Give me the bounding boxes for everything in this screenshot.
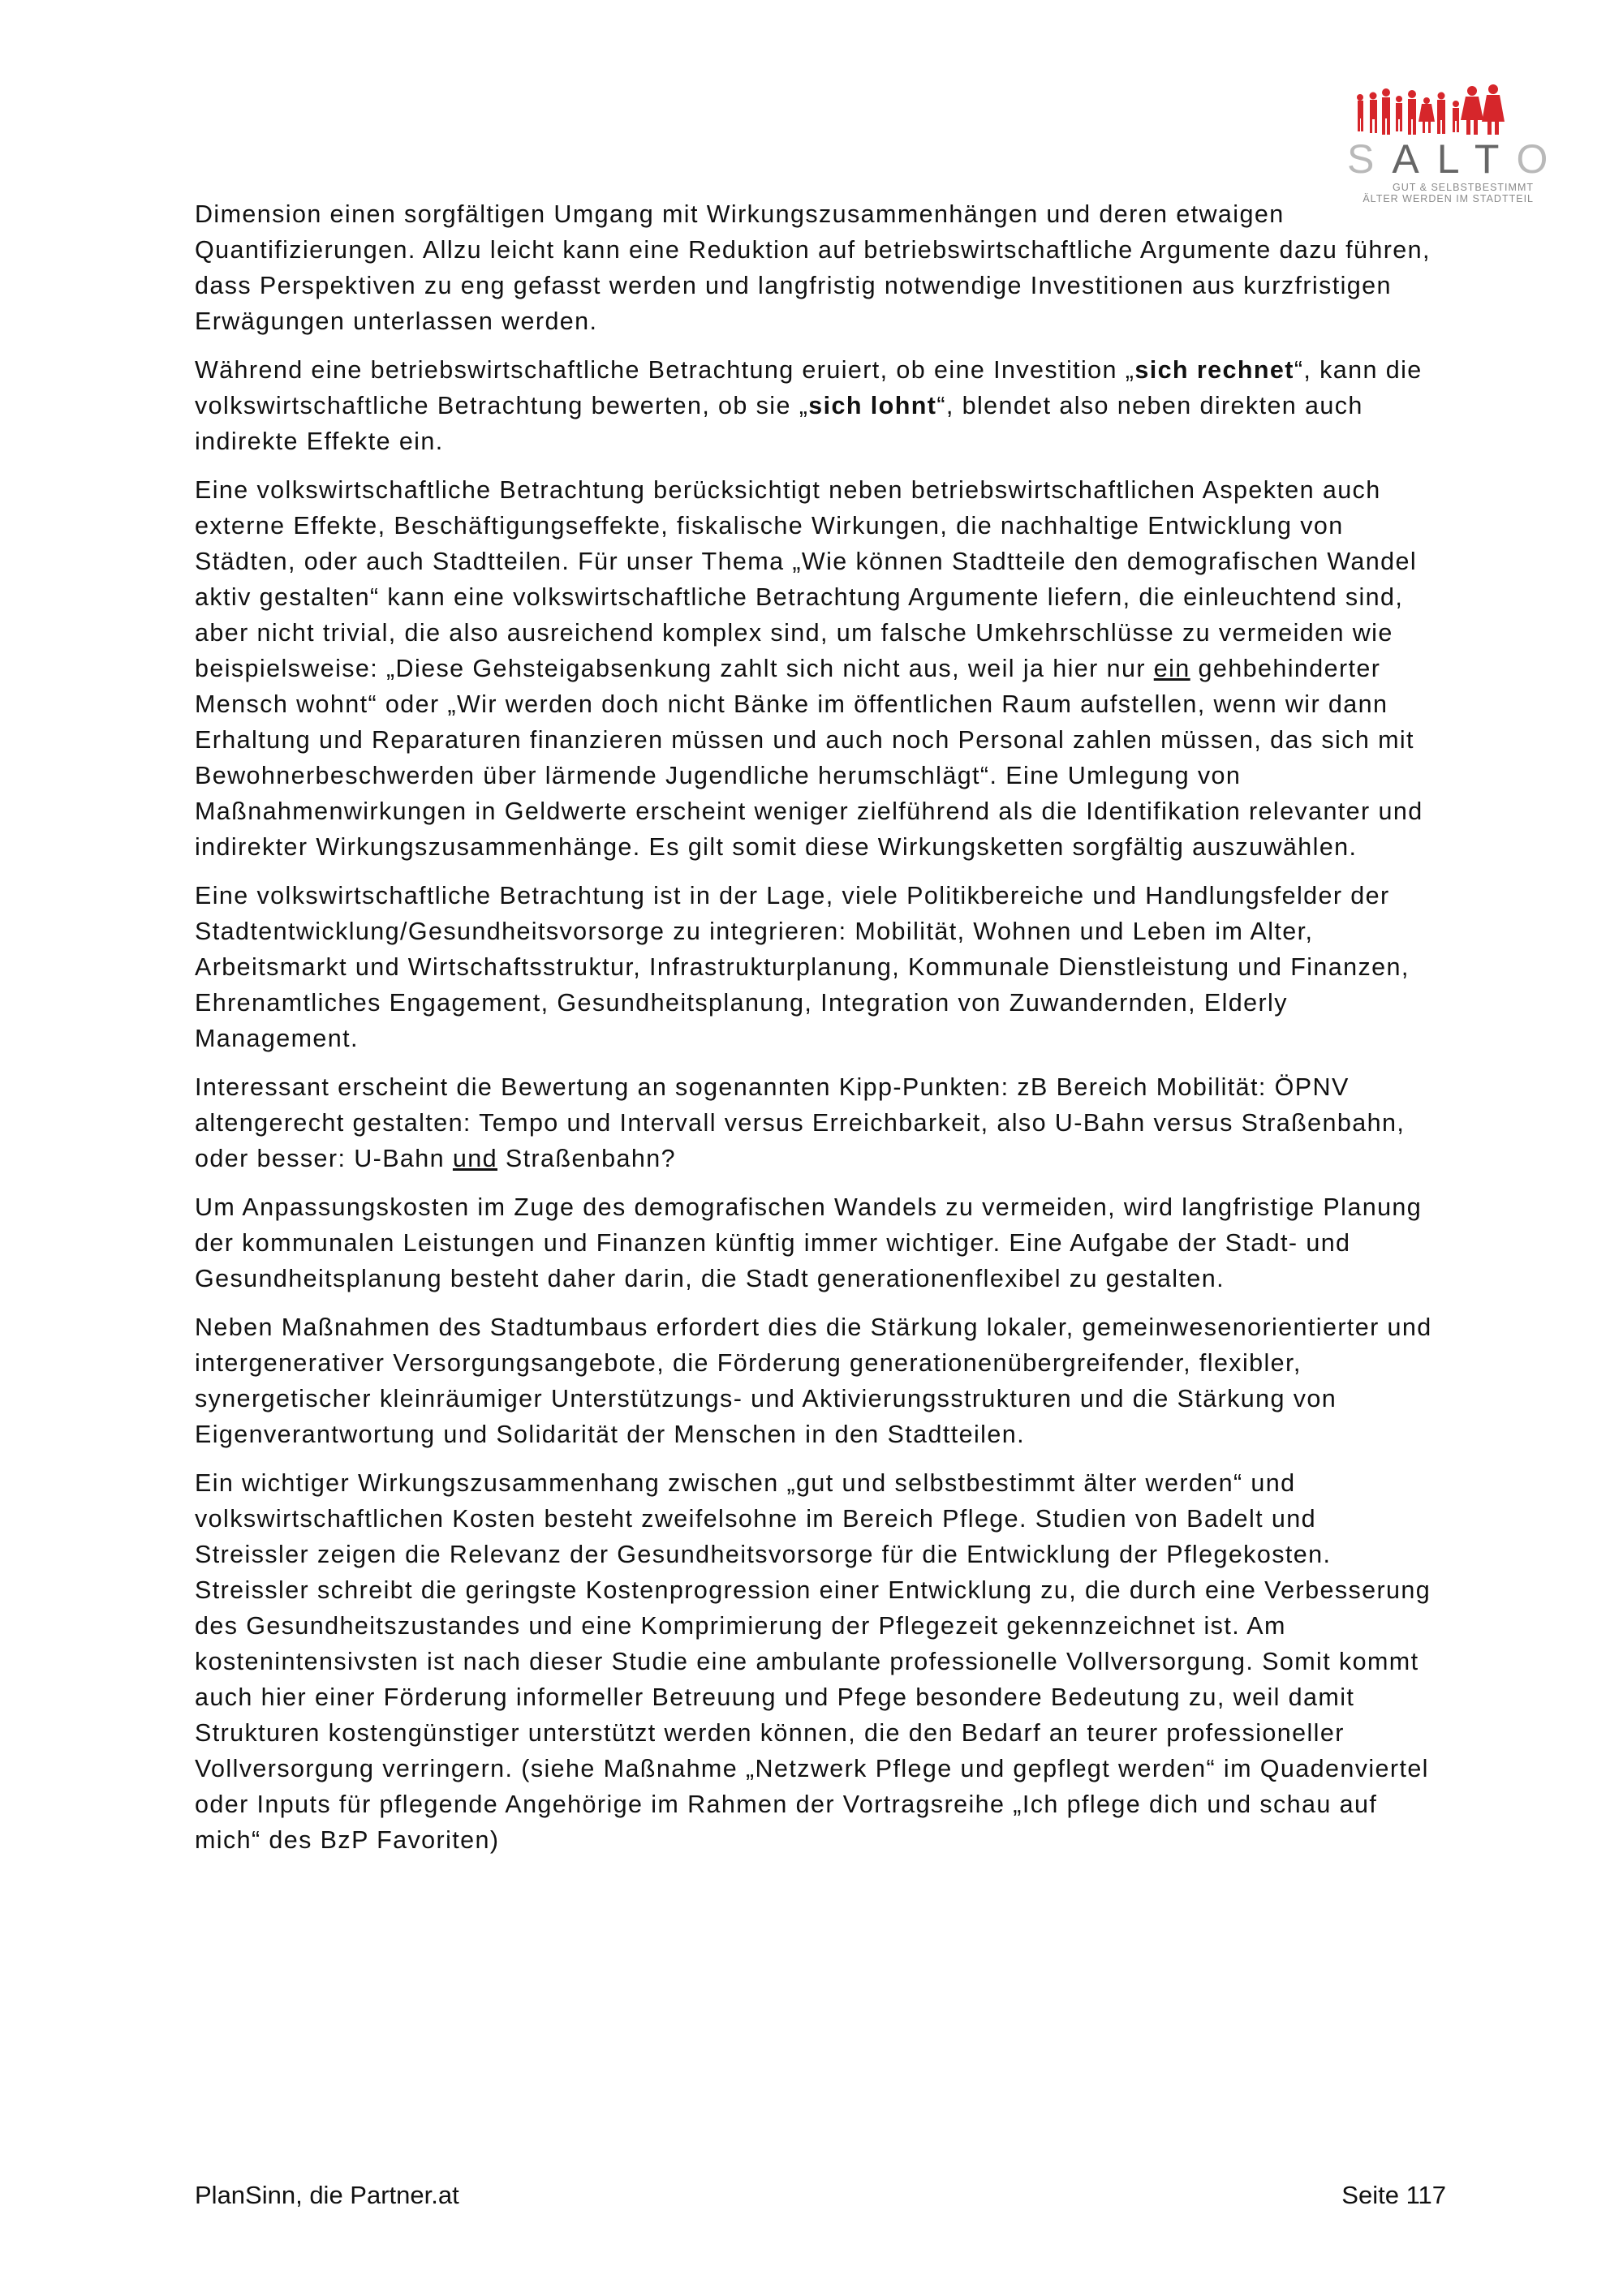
p2-bold-sich-lohnt: sich lohnt xyxy=(808,392,937,419)
logo-letter-a: A xyxy=(1392,136,1437,182)
paragraph-4: Eine volkswirtschaftliche Betrachtung ist in der Lage, viele Politikbereiche und Handlungsfelder der Stadtentwicklung/Gesundheitsvorsorge zu integrieren: Mobilität, Wohnen und Leben im Alter, Arbeitsmarkt und Wirtschaftsstruktur, Infrastrukturplanung, Kommunale Dienstleistung und Finanzen, Ehrenamtliches Engagement, Gesundheitsplanung, Integration von Zuwandernden, Elderly Management. xyxy=(195,882,1410,1052)
page-body xyxy=(195,196,1436,1871)
paragraph-3 xyxy=(195,472,1436,865)
p3-text-a: Eine volkswirtschaftliche Betrachtung berücksichtigt neben betriebswirtschaftlichen Aspekten auch externe Effekte, Beschäftigungseffekte, fiskalische Wirkungen, die nachhaltige Entwicklung von Städten, oder auch Stadtteilen. Für unser Thema „Wie können Stadtteile den demografischen Wandel aktiv gestalten“ kann eine volkswirtschaftliche Betrachtung Argumente liefern, die einleuchtend sind, aber nicht trivial, die also ausreichend komplex sind, um falsche Umkehrschlüsse zu vermeiden wie beispielsweise: „Diese Gehsteigabsenkung zahlt sich nicht aus, weil ja hier nur xyxy=(195,476,1418,682)
salto-logo xyxy=(1339,73,1566,204)
p5-underlined-und: und xyxy=(452,1145,497,1172)
logo-letter-t: T xyxy=(1474,136,1517,182)
footer-publisher: PlanSinn, die Partner.at xyxy=(195,2181,459,2209)
paragraph-5 xyxy=(195,1069,1436,1176)
p3-underlined-ein: ein xyxy=(1153,655,1190,682)
p2-text-d: “, blendet also neben direkten auch indirekte Effekte ein. xyxy=(195,392,1363,455)
p3-text-b: gehbehinderter Mensch wohnt“ oder „Wir werden doch nicht Bänke im öffentlichen Raum aufstellen, wenn wir dann Erhaltung und Reparaturen finanzieren müssen und auch noch Personal zahlen müssen, das sich mit Bewohnerbeschwerden über lärmende Jugendliche herumschlägt“. Eine Umlegung von Maßnahmenwirkungen in Geldwerte erscheint weniger zielführend als die Identifikation relevanter und indirekter Wirkungszusammenhänge. Es gilt somit diese Wirkungsketten sorgfältig auszuwählen. xyxy=(195,655,1423,861)
paragraph-7: Neben Maßnahmen des Stadtumbaus erfordert dies die Stärkung lokaler, gemeinwesenorientierter und intergenerativer Versorgungsangebote, die Förderung generationenübergreifender, flexibler, synergetischer kleinräumiger Unterstützungs- und Aktivierungsstrukturen und die Stärkung von Eigenverantwortung und Solidarität der Menschen in den Stadtteilen. xyxy=(195,1314,1432,1448)
people-figures-icon xyxy=(1354,80,1508,136)
logo-letter-l: L xyxy=(1436,136,1474,182)
p2-bold-sich-rechnet: sich rechnet xyxy=(1134,356,1294,384)
logo-tagline-2: ÄLTER WERDEN IM STADTTEIL xyxy=(1363,193,1534,204)
paragraph-8: Ein wichtiger Wirkungszusammenhang zwischen „gut und selbstbestimmt älter werden“ und volkswirtschaftlichen Kosten besteht zweifelsohne im Bereich Pflege. Studien von Badelt und Streissler zeigen die Relevanz der Gesundheitsvorsorge für die Entwicklung der Pflegekosten. Streissler schreibt die geringste Kostenprogression einer Entwicklung zu, die durch eine Verbesserung des Gesundheitszustandes und eine Komprimierung der Pflegezeit gekennzeichnet ist. Am kostenintensivsten ist nach dieser Studie eine ambulante professionelle Vollversorgung. Somit kommt auch hier einer Förderung informeller Betreuung und Pfege besondere Bedeutung zu, weil damit Strukturen kostengünstiger unterstützt werden können, die den Bedarf an teurer professioneller Vollversorgung verringern. (siehe Maßnahme „Netzwerk Pflege und gepflegt werden“ im Quadenviertel oder Inputs für pflegende Angehörige im Rahmen der Vortragsreihe „Ich pflege dich und schau auf mich“ des BzP Favoriten) xyxy=(195,1469,1431,1854)
paragraph-1: Dimension einen sorgfältigen Umgang mit Wirkungszusammenhängen und deren etwaigen Quantifizierungen. Allzu leicht kann eine Reduktion auf betriebswirtschaftliche Argumente dazu führen, dass Perspektiven zu eng gefasst werden und langfristig notwendige Investitionen aus kurzfristigen Erwägungen unterlassen werden. xyxy=(195,200,1431,335)
p5-text-a: Interessant erscheint die Bewertung an sogenannten Kipp-Punkten: zB Bereich Mobilität: ÖPNV altengerecht gestalten: Tempo und Intervall versus Erreichbarkeit, also U-Bahn versus Straßenbahn, oder besser: U-Bahn xyxy=(195,1073,1406,1172)
logo-tagline-1: GUT & SELBSTBESTIMMT xyxy=(1393,182,1534,193)
p5-text-b: Straßenbahn? xyxy=(497,1145,676,1172)
footer-page-number: Seite 117 xyxy=(1341,2181,1446,2209)
paragraph-2 xyxy=(195,352,1436,459)
p2-text-a: Während eine betriebswirtschaftliche Betrachtung eruiert, ob eine Investition „ xyxy=(195,356,1135,384)
logo-letter-s: S xyxy=(1347,136,1393,182)
paragraph-6: Um Anpassungskosten im Zuge des demografischen Wandels zu vermeiden, wird langfristige Planung der kommunalen Leistungen und Finanzen künftig immer wichtiger. Eine Aufgabe der Stadt- und Gesundheitsplanung besteht daher darin, die Stadt generationenflexibel zu gestalten. xyxy=(195,1193,1423,1292)
p2-text-c: “, kann die volkswirtschaftliche Betrachtung bewerten, ob sie „ xyxy=(195,356,1423,419)
logo-letter-o: O xyxy=(1516,136,1566,182)
logo-wordmark xyxy=(1347,136,1566,182)
